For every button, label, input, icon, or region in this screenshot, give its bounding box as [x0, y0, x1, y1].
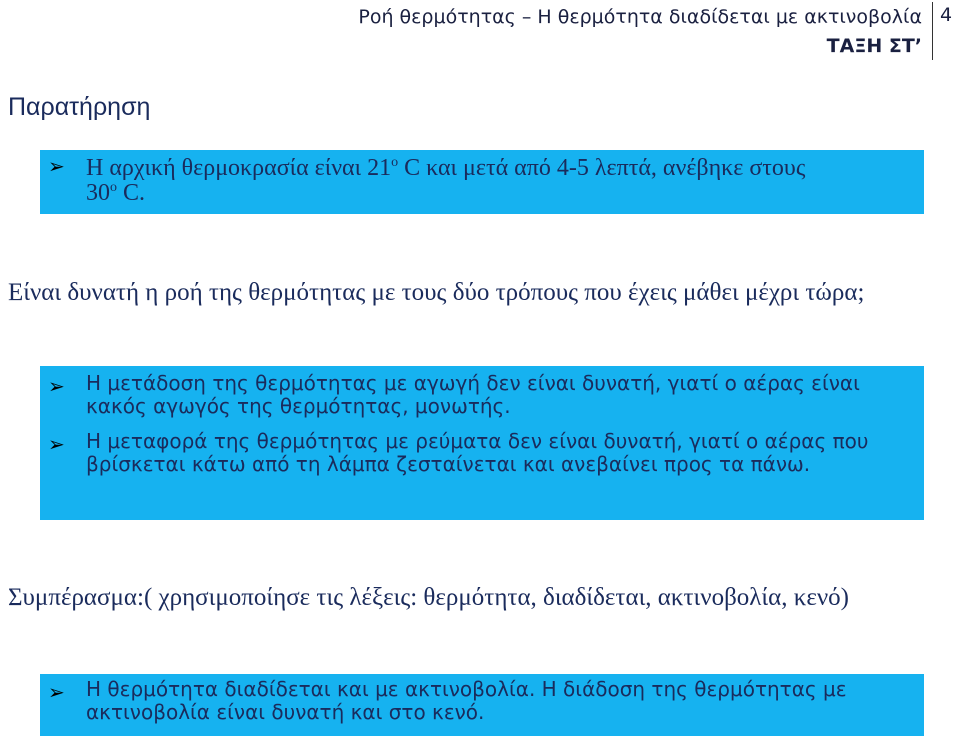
observation-line2-b: C. [117, 180, 146, 206]
answers-box [40, 366, 924, 520]
page-number: 4 [940, 4, 953, 26]
header-divider [932, 2, 933, 60]
bullet-arrow-icon: ➢ [48, 432, 65, 456]
bullet-arrow-icon: ➢ [48, 154, 65, 178]
bullet-arrow-icon: ➢ [48, 374, 65, 398]
bullet-arrow-icon: ➢ [48, 680, 65, 704]
degree-symbol: ο [391, 155, 399, 170]
observation-line1-b: C και μετά από 4-5 λεπτά, ανέβηκε στους [398, 155, 806, 181]
observation-line1-a: Η αρχική θερμοκρασία είναι 21 [86, 155, 392, 181]
observation-box [40, 150, 924, 214]
conclusion-box [40, 674, 924, 736]
answer-item-1: Η μετάδοση της θερμότητας με αγωγή δεν είναι δυνατή, γιατί ο αέρας είναι κακός αγωγός της θερμότητας, μονωτής. [86, 371, 860, 418]
answer-item-2: Η μεταφορά της θερμότητας με ρεύματα δεν είναι δυνατή, γιατί ο αέρας που βρίσκεται κάτω από τη λάμπα ζεσταίνεται και ανεβαίνει προς τα πάνω. [86, 429, 869, 476]
conclusion-answer: Η θερμότητα διαδίδεται και με ακτινοβολία. Η διάδοση της θερμότητας με ακτινοβολία είναι δυνατή και στο κενό. [86, 677, 847, 724]
observation-heading: Παρατήρηση [8, 93, 151, 121]
observation-text [86, 156, 918, 206]
degree-symbol-2: ο [110, 180, 117, 195]
header-title: Ροή θερμότητας – Η θερμότητα διαδίδεται με ακτινοβολία [358, 6, 922, 28]
question-text: Είναι δυνατή η ροή της θερμότητας με τους δύο τρόπους που έχεις μάθει μέχρι τώρα; [8, 279, 865, 306]
class-label: ΤΑΞΗ ΣΤ’ [826, 35, 922, 57]
conclusion-text: Συμπέρασμα:( χρησιμοποίησε τις λέξεις: θερμότητα, διαδίδεται, ακτινοβολία, κενό) [8, 584, 849, 611]
observation-line2-a: 30 [86, 180, 110, 206]
